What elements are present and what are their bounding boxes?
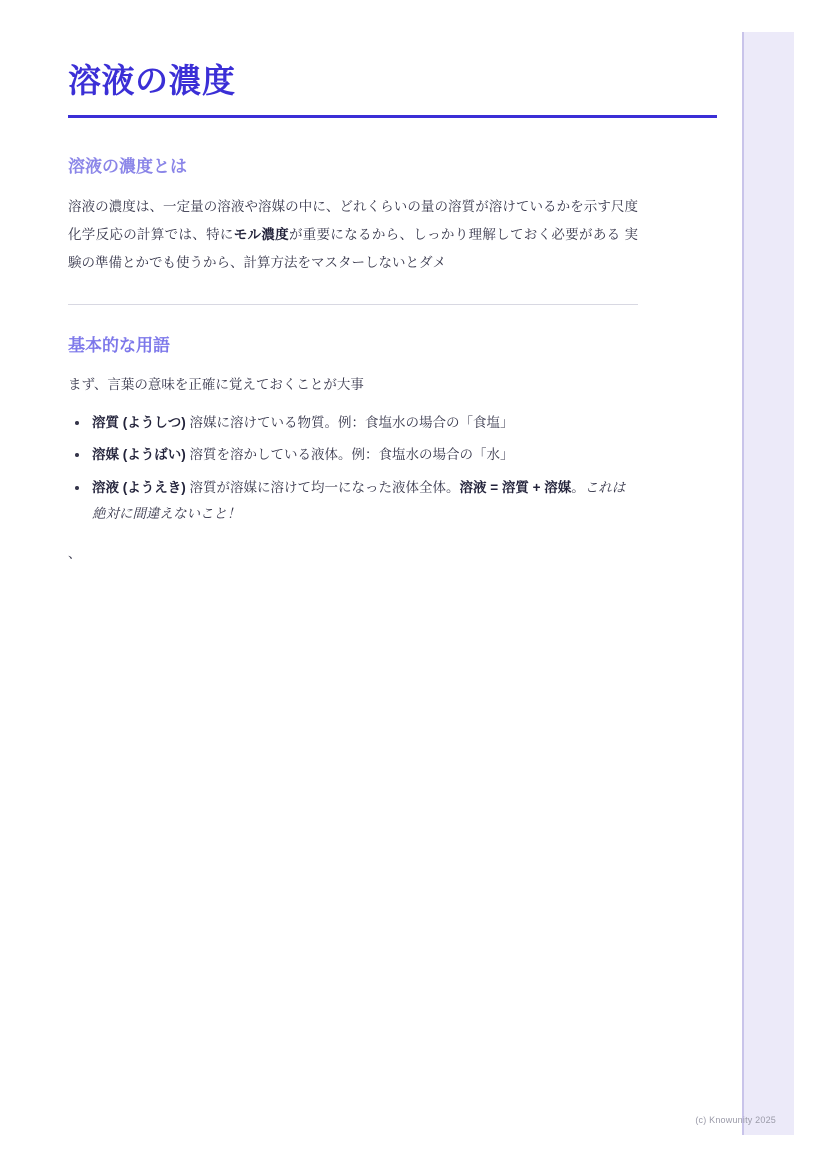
term-label: 溶質 (ようしつ): [92, 414, 186, 430]
term-definition: 溶質を溶かしている液体。例：食塩水の場合の「水」: [189, 447, 514, 463]
term-list: [68, 410, 638, 527]
list-item: [68, 475, 638, 528]
term-definition: 溶媒に溶けている物質。例：食塩水の場合の「食塩」: [189, 414, 514, 430]
term-after-emphasis: 。: [571, 479, 585, 495]
terms-lead-text: まず、言葉の意味を正確に覚えておくことが大事: [68, 377, 364, 393]
section-divider: [68, 304, 638, 305]
term-note: これは絶対に間違えないこと！: [92, 479, 626, 521]
section-heading-terms: 基本的な用語: [68, 336, 170, 356]
right-decorative-band: [744, 32, 794, 1135]
term-label: 溶媒 (ようばい): [92, 447, 186, 463]
title-underline: [68, 115, 717, 118]
section-heading-overview: 溶液の濃度とは: [68, 157, 187, 177]
document-content: [68, 60, 638, 562]
page-title: 溶液の濃度: [68, 62, 236, 99]
term-label: 溶液 (ようえき): [92, 479, 186, 495]
footer-credit: (c) Knowunity 2025: [695, 1115, 776, 1125]
stray-mark: 、: [68, 546, 82, 562]
right-band-divider: [742, 32, 744, 1135]
overview-text-part-1: 溶液の濃度は、一定量の溶液や溶媒の中に、どれくらいの量の溶質が溶けているかを示す尺度 化学反応の計算では、特に: [68, 199, 638, 242]
list-item: [68, 442, 638, 468]
overview-text-part-2: が重要になるから、しっかり理解しておく必要がある 実験の準備とかでも使うから、計算方法をマスターしないとダメ: [68, 226, 639, 270]
overview-paragraph: [68, 193, 638, 276]
term-emphasis: 溶液 = 溶質 + 溶媒: [459, 479, 572, 495]
term-definition: 溶質が溶媒に溶けて均一になった液体全体。: [189, 479, 460, 495]
list-item: [68, 410, 638, 436]
overview-text-emphasis: モル濃度: [233, 226, 289, 242]
